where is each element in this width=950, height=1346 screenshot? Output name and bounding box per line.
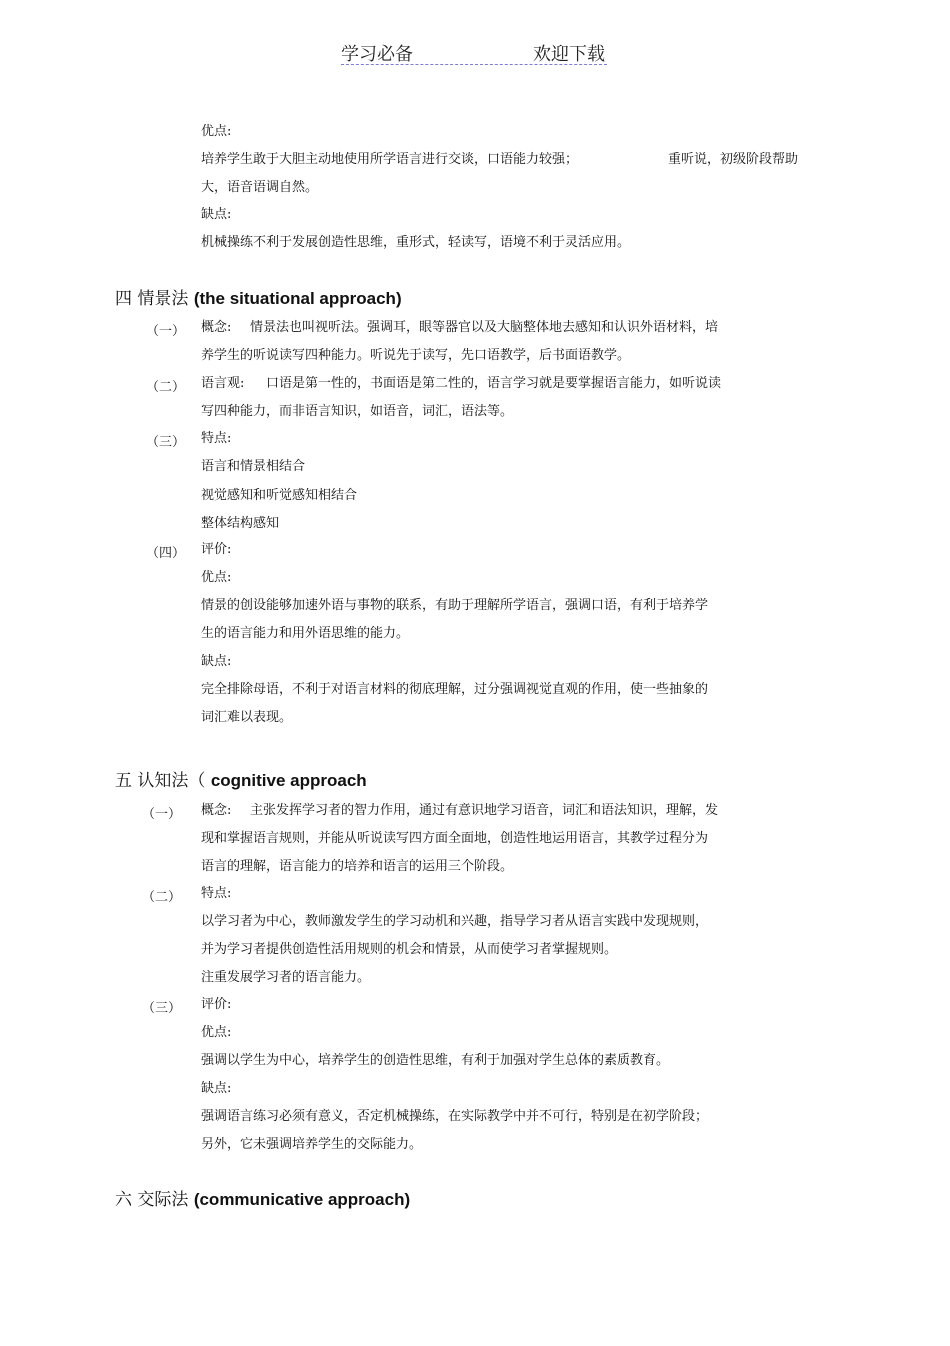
disadvantage-label: 缺点: [201, 654, 232, 669]
concept-line: 养学生的听说读写四种能力。听说先于读写，先口语教学，后书面语教学。 [201, 348, 631, 363]
advantage-line: 重听说，初级阶段帮助 [668, 152, 799, 167]
feature-item: 视觉感知和听觉感知相结合 [201, 488, 358, 503]
feature-label: 特点: [201, 431, 232, 446]
disadvantage-line: 词汇难以表现。 [201, 710, 293, 725]
feature-item: 整体结构感知 [201, 516, 280, 531]
evaluation-label: 评价: [201, 542, 232, 557]
disadvantage-line: 完全排除母语，不利于对语言材料的彻底理解，过分强调视觉直观的作用，使一些抽象的 [201, 682, 709, 697]
header-left: 学习必备 [341, 44, 413, 65]
item-number: （二） [146, 380, 186, 395]
concept-line: 情景法也叫视听法。强调耳，眼等器官以及大脑整体地去感知和认识外语材料，培 [250, 320, 719, 335]
advantage-line: 培养学生敢于大胆主动地使用所学语言进行交谈，口语能力较强； [201, 152, 579, 167]
item-number: （二） [142, 890, 182, 905]
disadvantage-line: 强调语言练习必须有意义，否定机械操练，在实际教学中并不可行，特别是在初学阶段； [201, 1109, 709, 1124]
section-heading-en: cognitive approach [210, 771, 367, 790]
concept-line: 现和掌握语言规则，并能从听说读写四方面全面地，创造性地运用语言，其教学过程分为 [201, 831, 709, 846]
section-heading-cn: 五 认知法（ [115, 771, 206, 791]
feature-line: 并为学习者提供创造性活用规则的机会和情景，从而使学习者掌握规则。 [201, 942, 618, 957]
section-heading-cn: 六 交际法 [115, 1190, 189, 1210]
section-heading-en: (the situational approach) [193, 289, 402, 308]
evaluation-label: 评价: [201, 997, 232, 1012]
item-number: （一） [146, 324, 186, 339]
advantage-label: 优点: [201, 124, 232, 139]
feature-line: 注重发展学习者的语言能力。 [201, 970, 371, 985]
header-divider [341, 64, 607, 65]
feature-label: 特点: [201, 886, 232, 901]
advantage-line: 生的语言能力和用外语思维的能力。 [201, 626, 410, 641]
disadvantage-label: 缺点: [201, 207, 232, 222]
advantage-text: 强调以学生为中心，培养学生的创造性思维，有利于加强对学生总体的素质教育。 [201, 1053, 670, 1068]
section-heading-en: (communicative approach) [193, 1190, 411, 1209]
section-heading-cn: 四 情景法 [115, 289, 189, 309]
concept-label: 概念: [201, 320, 232, 335]
advantage-label: 优点: [201, 1025, 232, 1040]
header-right: 欢迎下载 [533, 44, 605, 65]
section-heading [115, 289, 402, 309]
concept-label: 概念: [201, 803, 232, 818]
section-heading [115, 771, 367, 791]
item-number: （四） [146, 546, 186, 561]
feature-item: 语言和情景相结合 [201, 459, 306, 474]
disadvantage-label: 缺点: [201, 1081, 232, 1096]
concept-line: 主张发挥学习者的智力作用，通过有意识地学习语音，词汇和语法知识，理解，发 [250, 803, 719, 818]
language-view-label: 语言观: [201, 376, 245, 391]
item-number: （三） [146, 435, 186, 450]
disadvantage-text: 机械操练不利于发展创造性思维，重形式，轻读写，语境不利于灵活应用。 [201, 235, 631, 250]
advantage-line: 情景的创设能够加速外语与事物的联系，有助于理解所学语言，强调口语，有利于培养学 [201, 598, 709, 613]
advantage-label: 优点: [201, 570, 232, 585]
advantage-line: 大，语音语调自然。 [201, 180, 319, 195]
item-number: （三） [142, 1001, 182, 1016]
language-view-line: 口语是第一性的，书面语是第二性的，语言学习就是要掌握语言能力，如听说读 [266, 376, 722, 391]
disadvantage-line: 另外，它未强调培养学生的交际能力。 [201, 1137, 423, 1152]
language-view-line: 写四种能力，而非语言知识，如语音，词汇，语法等。 [201, 404, 514, 419]
concept-line: 语言的理解，语言能力的培养和语言的运用三个阶段。 [201, 859, 514, 874]
section-heading [115, 1190, 410, 1210]
item-number: （一） [142, 807, 182, 822]
feature-line: 以学习者为中心，教师激发学生的学习动机和兴趣，指导学习者从语言实践中发现规则， [201, 914, 709, 929]
